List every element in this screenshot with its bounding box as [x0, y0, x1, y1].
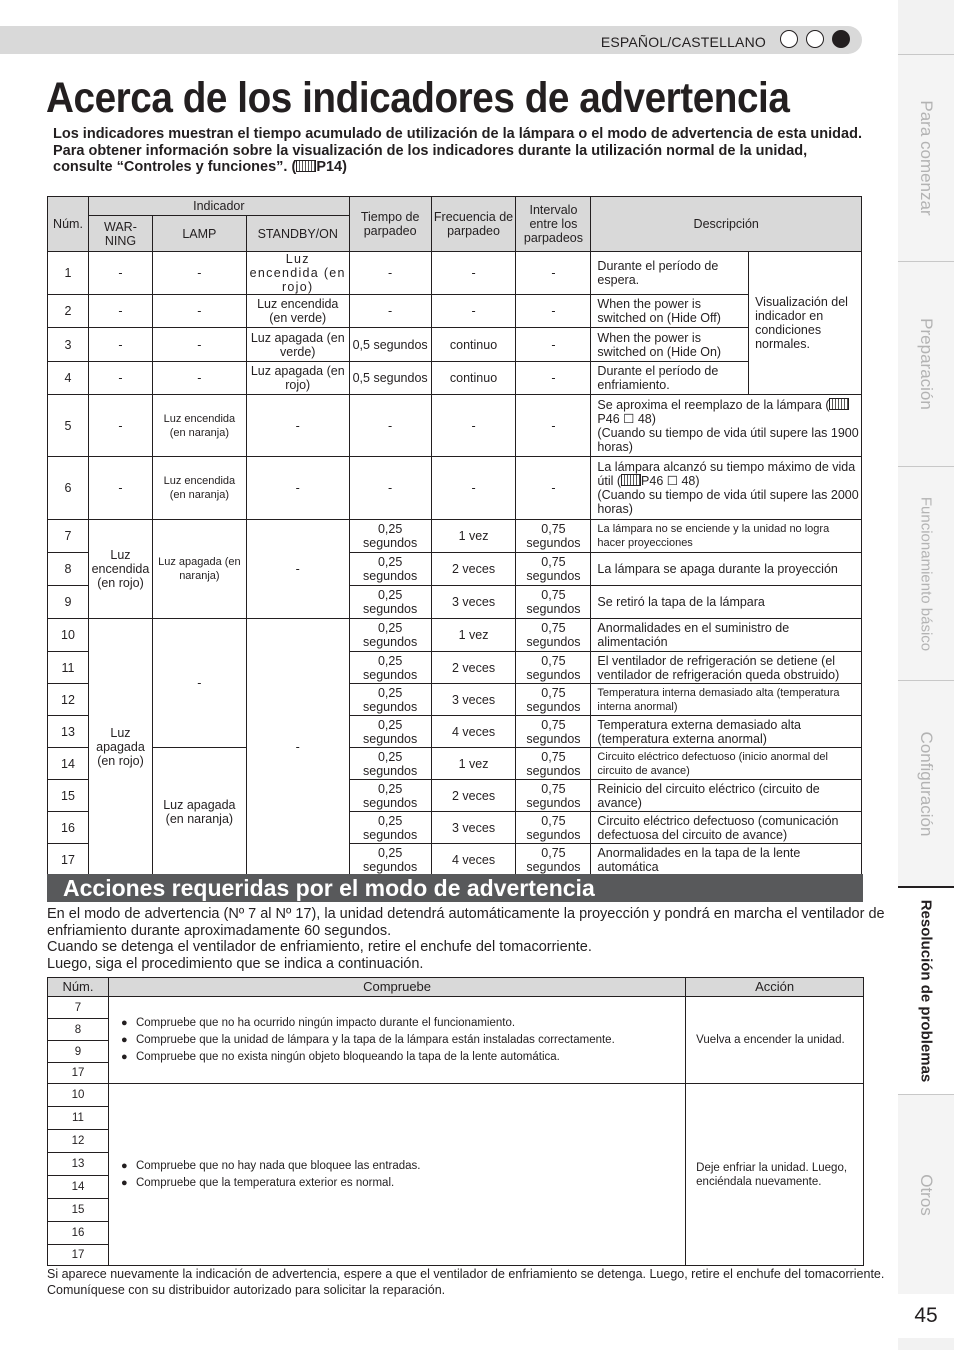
table-cell: 0,25 segundos — [349, 716, 431, 748]
table-cell: 13 — [48, 1153, 109, 1176]
table-cell: 12 — [48, 1130, 109, 1153]
table-cell: 2 — [48, 295, 89, 328]
table-cell: - — [516, 252, 591, 295]
normal-note: Visualización del indicador en condiciones normales. — [749, 252, 862, 395]
table-cell — [591, 457, 862, 520]
list-item: ● Compruebe que no ha ocurrido ningún impacto durante el funcionamiento. — [121, 1016, 684, 1030]
table-cell: 16 — [48, 1222, 109, 1245]
table-cell: Circuito eléctrico defectuoso (comunicación defectuosa del circuito de avance) — [591, 812, 862, 844]
table-cell: 0,75 segundos — [516, 844, 591, 876]
section-paragraph: Luego, siga el procedimiento que se indica a continuación. — [47, 955, 424, 972]
table-cell: continuo — [431, 362, 516, 395]
tab-label: Preparación — [917, 318, 936, 410]
table-cell: 8 — [48, 553, 89, 586]
table-cell: 17 — [48, 844, 89, 876]
table-cell: Se retiró la tapa de la lámpara — [591, 586, 862, 619]
text-span: P14) — [316, 159, 347, 175]
tab-otros[interactable] — [898, 1094, 954, 1294]
list-item: ● Compruebe que no exista ningún objeto bloqueando la tapa de la lente automática. — [121, 1050, 684, 1064]
table-cell: 9 — [48, 586, 89, 619]
table-cell: 8 — [48, 1019, 109, 1041]
table-cell: El ventilador de refrigeración se detiene (el ventilador de refrigeración queda obstruido) — [591, 652, 862, 684]
table-cell: 0,25 segundos — [349, 652, 431, 684]
table-cell: 0,75 segundos — [516, 652, 591, 684]
header-indicator: Indicador — [88, 197, 349, 216]
dot-icon — [806, 30, 824, 48]
table-cell: 0,5 segundos — [349, 362, 431, 395]
table-cell: 0,75 segundos — [516, 716, 591, 748]
table-cell: 2 veces — [431, 553, 516, 586]
section-paragraph: Cuando se detenga el ventilador de enfriamiento, retire el enchufe del tomacorriente. — [47, 939, 592, 955]
table-cell: 10 — [48, 1084, 109, 1107]
tab-para-comenzar[interactable] — [898, 54, 954, 261]
tab-resolucion-de-problemas[interactable] — [898, 886, 954, 1094]
tab-configuracion[interactable] — [898, 680, 954, 886]
text-span: (Cuando su tiempo de vida útil supere las 1900 horas) — [597, 425, 859, 454]
footer-paragraph: Comuníquese con su distribuidor autorizado para solicitar la reparación. — [47, 1283, 446, 1297]
table-cell: 11 — [48, 1107, 109, 1130]
table-cell: - — [88, 395, 152, 457]
table-cell: Luz apagada (en rojo) — [246, 362, 349, 395]
table-cell: - — [246, 395, 349, 457]
tab-preparacion[interactable] — [898, 261, 954, 466]
table-row — [48, 362, 862, 395]
table-row — [48, 520, 862, 553]
table-row — [48, 328, 862, 362]
table-cell: 0,25 segundos — [349, 520, 431, 553]
table-cell: 12 — [48, 684, 89, 716]
table-cell: Luz encendida (en verde) — [246, 295, 349, 328]
language-label: ESPAÑOL/CASTELLANO — [600, 34, 766, 50]
header-standby: STANDBY/ON — [246, 216, 349, 252]
table-cell: - — [152, 295, 246, 328]
table-cell: 3 veces — [431, 586, 516, 619]
table-cell: 3 — [48, 328, 89, 362]
list-item: ● Compruebe que no hay nada que bloquee las entradas. — [121, 1159, 684, 1173]
table-cell: 0,75 segundos — [516, 586, 591, 619]
table-cell: 4 veces — [431, 716, 516, 748]
table-cell: Reinicio del circuito eléctrico (circuito de avance) — [591, 780, 862, 812]
page-dots — [780, 30, 850, 48]
header-freq: Frecuencia de parpadeo — [431, 197, 516, 252]
table-cell: 17 — [48, 1245, 109, 1266]
header-lamp: LAMP — [152, 216, 246, 252]
table-cell: 1 — [48, 252, 89, 295]
table-cell: - — [349, 295, 431, 328]
table-cell: 0,25 segundos — [349, 844, 431, 876]
table-cell: 11 — [48, 652, 89, 684]
table-cell: 17 — [48, 1063, 109, 1084]
section-text — [47, 906, 887, 972]
table-cell: continuo — [431, 328, 516, 362]
table-cell: - — [349, 252, 431, 295]
table-cell: 0,25 segundos — [349, 553, 431, 586]
table-row — [48, 295, 862, 328]
table-cell: 2 veces — [431, 780, 516, 812]
tab-label: Para comenzar — [917, 100, 936, 216]
table-cell: 1 vez — [431, 520, 516, 553]
table-cell: 1 vez — [431, 748, 516, 780]
book-ref-icon — [296, 160, 316, 172]
table-cell: - — [516, 395, 591, 457]
text-span: Se aproxima el reemplazo de la lámpara ( — [597, 397, 830, 412]
table-cell: 0,75 segundos — [516, 553, 591, 586]
table-cell: 9 — [48, 1041, 109, 1063]
table-cell: 2 veces — [431, 652, 516, 684]
table-cell: - — [152, 252, 246, 295]
table-cell: 5 — [48, 395, 89, 457]
page-number: 45 — [914, 1304, 938, 1327]
header-check: Compruebe — [108, 978, 685, 997]
page-title: Acerca de los indicadores de advertencia — [46, 74, 790, 122]
table-cell: Luz apagada (en verde) — [246, 328, 349, 362]
list-item: ● Compruebe que la temperatura exterior es normal. — [121, 1176, 684, 1190]
table-cell: 1 vez — [431, 619, 516, 652]
table-cell: La lámpara se apaga durante la proyección — [591, 553, 862, 586]
table-row — [48, 1084, 864, 1107]
tab-label: Funcionamiento básico — [917, 496, 935, 651]
table-row — [48, 252, 862, 295]
intro-line-2 — [53, 143, 863, 176]
dot-filled-icon — [832, 30, 850, 48]
table-cell: 0,75 segundos — [516, 619, 591, 652]
table-cell: Durante el período de enfriamiento. — [591, 362, 749, 395]
table-cell: Luz encendida (en rojo) — [246, 252, 349, 295]
header-warning: WAR- NING — [88, 216, 152, 252]
tab-funcionamiento-basico[interactable] — [898, 466, 954, 680]
header-interval: Intervalo entre los parpadeos — [516, 197, 591, 252]
standby-group-7-9: - — [246, 520, 349, 619]
table-cell: 10 — [48, 619, 89, 652]
check-list-a — [108, 997, 685, 1084]
table-cell: 0,25 segundos — [349, 586, 431, 619]
table-cell: - — [152, 328, 246, 362]
table-cell: - — [516, 295, 591, 328]
section-title: Acciones requeridas por el modo de advertencia — [47, 874, 863, 902]
table-cell: - — [349, 457, 431, 520]
warning-group-10-17: Luz apagada (en rojo) — [88, 619, 152, 876]
table-cell: 0,75 segundos — [516, 748, 591, 780]
intro-line-1: Los indicadores muestran el tiempo acumulado de utilización de la lámpara o el modo de advertencia de esta unidad. — [53, 126, 862, 142]
tab-label: Otros — [917, 1173, 936, 1216]
intro-text — [53, 126, 863, 176]
table-row — [48, 395, 862, 457]
lamp-group-10-13: - — [152, 619, 246, 748]
table-cell: 0,75 segundos — [516, 520, 591, 553]
table-cell: Durante el período de espera. — [591, 252, 749, 295]
table-cell: 13 — [48, 716, 89, 748]
table-cell: 4 — [48, 362, 89, 395]
header-time: Tiempo de parpadeo — [349, 197, 431, 252]
language-bar — [0, 26, 862, 54]
book-ref-icon — [621, 474, 641, 486]
table-cell: - — [88, 457, 152, 520]
table-cell: 14 — [48, 748, 89, 780]
list-item: ● Compruebe que la unidad de lámpara y la tapa de la lámpara están instaladas correctamente. — [121, 1033, 684, 1047]
table-cell: - — [431, 252, 516, 295]
table-row — [48, 997, 864, 1019]
text-span: Para obtener información sobre la visualización de los indicadores durante la utilización normal de la unidad, consulte “Controles y funciones”. ( — [53, 142, 808, 175]
tab-label: Configuración — [917, 731, 936, 836]
chapter-sidebar — [898, 0, 954, 1350]
table-cell: 7 — [48, 520, 89, 553]
table-cell: - — [152, 362, 246, 395]
table-cell: - — [516, 457, 591, 520]
table-cell: 0,25 segundos — [349, 812, 431, 844]
header-action: Acción — [686, 978, 864, 997]
table-cell: 0,5 segundos — [349, 328, 431, 362]
page-number-box — [898, 1294, 954, 1338]
table-cell: - — [88, 328, 152, 362]
footer-paragraph: Si aparece nuevamente la indicación de advertencia, espere a que el ventilador de enfriamiento se detenga. Luego, retire el enchufe del tomacorriente. — [47, 1267, 885, 1281]
text-span: P46 ☐ 48) — [641, 474, 700, 488]
table-cell: - — [246, 457, 349, 520]
table-cell: 6 — [48, 457, 89, 520]
text-span: (Cuando su tiempo de vida útil supere las 2000 horas) — [597, 488, 859, 516]
text-span: La lámpara alcanzó su tiempo máximo de vida útil ( — [597, 460, 856, 488]
action-table — [47, 977, 864, 1266]
table-cell: - — [88, 295, 152, 328]
indicator-table — [47, 196, 862, 876]
table-cell: 14 — [48, 1176, 109, 1199]
header-num: Núm. — [48, 978, 109, 997]
section-paragraph: En el modo de advertencia (Nº 7 al Nº 17), la unidad detendrá automáticamente la proyección y pondrá en marcha el ventilador de enfriamiento durante aproximadamente 60 segundos. — [47, 906, 885, 939]
table-cell: - — [431, 457, 516, 520]
table-cell: 7 — [48, 997, 109, 1019]
text-span: P46 ☐ 48) — [597, 411, 656, 426]
table-cell: 15 — [48, 1199, 109, 1222]
table-cell: - — [88, 362, 152, 395]
lamp-group-7-9: Luz apagada (en naranja) — [152, 520, 246, 619]
book-ref-icon — [829, 398, 849, 410]
table-row — [48, 748, 862, 780]
table-cell: 4 veces — [431, 844, 516, 876]
tab-label: Resolución de problemas — [917, 899, 935, 1083]
table-cell: 0,25 segundos — [349, 684, 431, 716]
standby-group-10-17: - — [246, 619, 349, 876]
table-cell: 3 veces — [431, 812, 516, 844]
footer-text — [47, 1266, 887, 1298]
table-cell: Luz encendida (en naranja) — [152, 395, 246, 457]
table-row — [48, 619, 862, 652]
table-cell: When the power is switched on (Hide On) — [591, 328, 749, 362]
action-b: Deje enfriar la unidad. Luego, enciéndala nuevamente. — [686, 1084, 864, 1266]
action-a: Vuelva a encender la unidad. — [686, 997, 864, 1084]
table-cell: Luz encendida (en naranja) — [152, 457, 246, 520]
check-list-b — [108, 1084, 685, 1266]
table-cell: 16 — [48, 812, 89, 844]
table-cell: - — [516, 328, 591, 362]
table-cell: 0,25 segundos — [349, 748, 431, 780]
table-cell: 0,25 segundos — [349, 780, 431, 812]
header-desc: Descripción — [591, 197, 862, 252]
table-cell: - — [349, 395, 431, 457]
dot-icon — [780, 30, 798, 48]
table-cell: When the power is switched on (Hide Off) — [591, 295, 749, 328]
lamp-group-14-17: Luz apagada (en naranja) — [152, 748, 246, 876]
table-cell: La lámpara no se enciende y la unidad no logra hacer proyecciones — [591, 520, 862, 553]
table-cell: - — [431, 395, 516, 457]
table-cell: Anormalidades en la tapa de la lente automática — [591, 844, 862, 876]
table-cell: Circuito eléctrico defectuoso (inicio anormal del circuito de avance) — [591, 748, 862, 780]
table-cell: 3 veces — [431, 684, 516, 716]
table-cell: 0,25 segundos — [349, 619, 431, 652]
table-cell: 15 — [48, 780, 89, 812]
table-cell: - — [88, 252, 152, 295]
warning-group-7-9: Luz encendida (en rojo) — [88, 520, 152, 619]
table-row — [48, 457, 862, 520]
table-cell: Temperatura interna demasiado alta (temperatura interna anormal) — [591, 684, 862, 716]
table-cell: Temperatura externa demasiado alta (temperatura externa anormal) — [591, 716, 862, 748]
table-cell: 0,75 segundos — [516, 812, 591, 844]
table-cell: 0,75 segundos — [516, 780, 591, 812]
table-cell: - — [516, 362, 591, 395]
table-cell: Anormalidades en el suministro de alimentación — [591, 619, 862, 652]
table-cell — [591, 395, 862, 457]
header-num: Núm. — [48, 197, 89, 252]
table-cell: 0,75 segundos — [516, 684, 591, 716]
table-cell: - — [431, 295, 516, 328]
